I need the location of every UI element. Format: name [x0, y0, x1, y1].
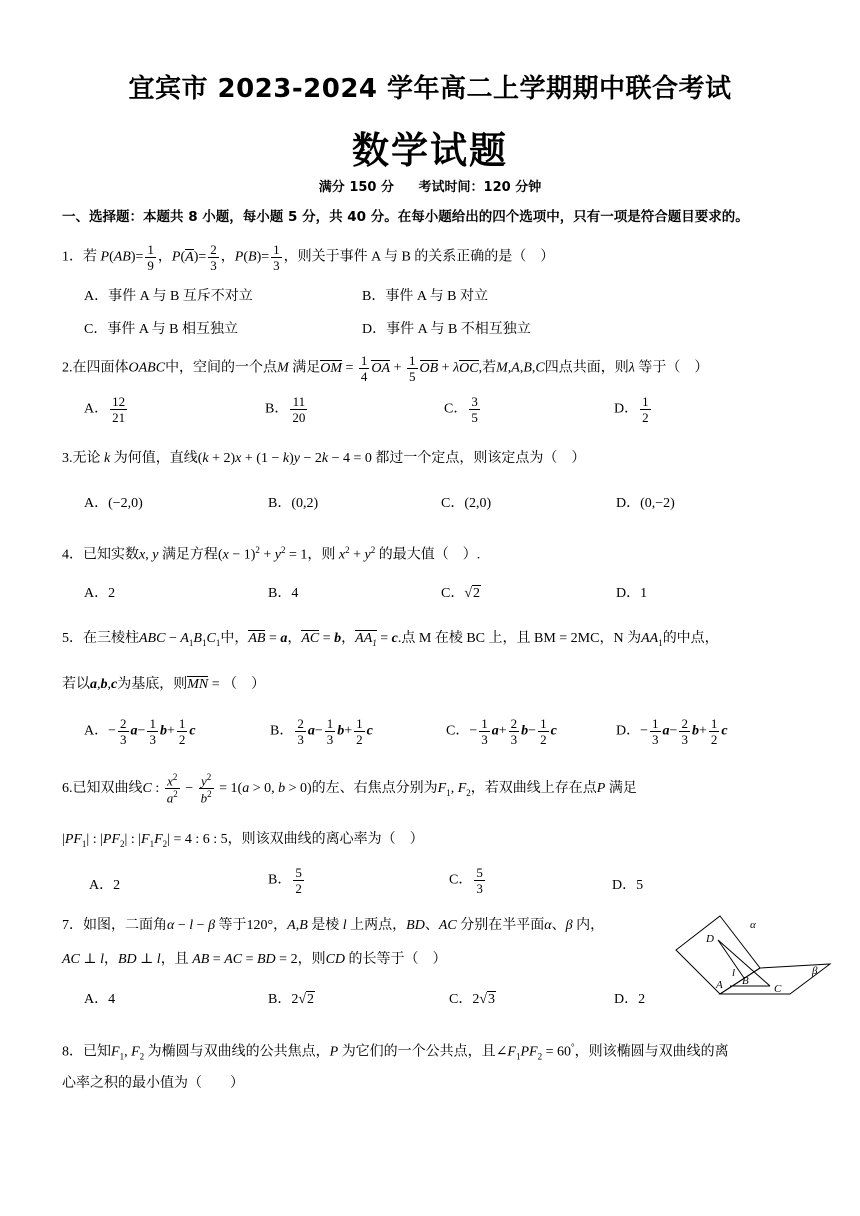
question-text: ，则该双曲线的离心率为（ ）: [227, 832, 424, 847]
label-b: B: [742, 975, 749, 987]
dihedral-angle-figure: [672, 912, 832, 1012]
q3-option-c: C．(2,0): [441, 496, 492, 511]
question-8-line-2: 心率之积的最小值为（ ）: [62, 1076, 244, 1091]
q5-option-c: C．− $\frac{1}{3}$ a+ $\frac{2}{3}$ b− $\frac{1}{2}$ c: [446, 716, 557, 747]
question-text: 的左、右焦点分别为: [311, 781, 438, 797]
q7-option-c: C．2√3: [449, 992, 496, 1007]
q2-option-a: A． $\frac{12}{21}$: [84, 394, 126, 425]
question-7: 7．如图，二面角α − l − β 等于120°，A,B 是棱 l 上两点，BD、AC 分别在半平面α、β 内，: [62, 918, 605, 933]
question-text: 等于120°，: [218, 918, 288, 933]
question-text: 上两点，: [350, 918, 407, 933]
question-text: 的中点，: [662, 631, 719, 646]
q5-option-d: D．− $\frac{1}{3}$ a− $\frac{2}{3}$ b+ $\frac{1}{2}$ c: [616, 716, 728, 747]
q7-option-b: B．2√2: [268, 992, 315, 1007]
exam-title: 宜宾市 2023-2024 学年高二上学期期中联合考试: [128, 74, 732, 104]
q3-option-a: A．(−2,0): [84, 496, 143, 511]
q1-option-a: A．事件 A 与 B 互斥不对立: [84, 289, 253, 304]
question-text: 等于（ ）: [638, 360, 709, 376]
question-2: 2.在四面体OABC中，空间的一个点M 满足OM = $\frac{1}{4}$ OA + $\frac{1}{5}$ OB + λOC,若M,A,B,C四点共面，则λ 等于（ ）: [62, 353, 709, 384]
question-text: 满足: [608, 781, 637, 797]
q6-option-c: C． $\frac{5}{3}$: [449, 865, 483, 896]
question-number: 5．: [62, 631, 83, 646]
question-text: 为何值，直线: [113, 451, 198, 466]
question-text: 已知双曲线: [72, 781, 143, 797]
full-marks: 满分 150 分: [318, 180, 394, 195]
q5-option-b: B． $\frac{2}{3}$ a− $\frac{1}{3}$ b+ $\frac{1}{2}$ c: [270, 716, 373, 747]
q1-option-b: B．事件 A 与 B 对立: [362, 289, 489, 304]
question-7-line-2: AC ⊥ l，BD ⊥ l，且 AB = AC = BD = 2，则CD 的长等于（ ）: [62, 952, 447, 967]
label-c: C: [774, 983, 782, 995]
q2-option-b: B． $\frac{11}{20}$: [265, 394, 306, 425]
q4-option-c: C．√2: [441, 586, 481, 601]
question-text: 是棱: [311, 918, 340, 933]
question-text: 在四面体: [72, 360, 129, 376]
question-number: 7．: [62, 918, 83, 933]
q4-option-a: A．2: [84, 586, 116, 601]
question-text: 无论: [72, 451, 101, 466]
q6-option-d: D．5: [612, 878, 644, 893]
q7-option-a: A．4: [84, 992, 116, 1007]
label-beta: β: [812, 965, 818, 977]
q3-option-d: D．(0,−2): [616, 496, 675, 511]
q6-option-b: B． $\frac{5}{2}$: [268, 865, 302, 896]
question-text: ,若: [478, 360, 497, 376]
q1-option-c: C．事件 A 与 B 相互独立: [84, 322, 239, 337]
question-6-line-2: $|PF_1|$ : $|PF_2|$ : $|F_1F_2| = 4$ : 6 : 5，则该双曲线的离心率为（ ）: [62, 832, 424, 849]
question-text: 满足方程: [161, 547, 218, 563]
question-text: 分别在半平面: [460, 918, 545, 933]
question-text: （ ）: [223, 677, 266, 692]
q5-option-a: A．− $\frac{2}{3}$ a− $\frac{1}{3}$ b+ $\frac{1}{2}$ c: [84, 716, 196, 747]
question-text: 已知: [83, 1044, 111, 1060]
question-1: 1．若 P(AB)= $\frac{1}{9}$ ，P(A)= $\frac{2}{3}$ ，P(B)= $\frac{1}{3}$ ，则关于事件 A 与 B 的关系正确的是（ ）: [62, 242, 555, 273]
q4-option-d: D．1: [616, 586, 648, 601]
question-text: 为椭圆与双曲线的公共焦点，: [147, 1044, 330, 1060]
q4-option-b: B．4: [268, 586, 299, 601]
q3-option-b: B．(0,2): [268, 496, 319, 511]
q2-option-c: C． $\frac{3}{5}$: [444, 394, 478, 425]
question-5-line-2: 若以a,b,c为基底，则MN = （ ）: [62, 677, 266, 692]
q2-option-d: D． $\frac{1}{2}$: [614, 394, 649, 425]
label-alpha: α: [750, 919, 756, 931]
question-number: 2.: [62, 360, 73, 376]
question-text: 都过一个定点，则该定点为（ ）: [375, 451, 586, 466]
question-text: 若以: [62, 677, 90, 692]
question-text: 已知实数: [83, 547, 139, 563]
question-text: ，则: [297, 952, 326, 967]
question-5: 5．在三棱柱ABC − $A_1B_1C_1$中，AB = a，AC = b，$AA_1 = c$.点 M 在棱 BC 上，且 BM = 2MC，N 为$AA_1$的中点，: [62, 631, 719, 648]
question-text: ，若双曲线上存在点: [470, 781, 597, 797]
question-number: 8．: [62, 1044, 83, 1060]
question-text: 如图，二面角: [83, 918, 167, 933]
q7-option-d: D．2: [614, 992, 646, 1007]
question-text: ，则: [307, 547, 336, 563]
question-number: 6.: [62, 781, 73, 797]
subject-title: 数学试题: [352, 129, 508, 172]
question-text: 的最大值（ ）.: [378, 547, 481, 563]
question-text: 为它们的一个公共点，且: [341, 1044, 496, 1060]
question-number: 3.: [62, 451, 73, 466]
q1-option-d: D．事件 A 与 B 不相互独立: [362, 322, 531, 337]
label-d: D: [706, 933, 714, 945]
label-l: l: [732, 967, 736, 979]
section-heading: 一、选择题：本题共 8 小题，每小题 5 分，共 40 分。在每小题给出的四个选项中，只有一项是符合题目要求的。: [62, 209, 749, 225]
exam-meta: [0, 176, 860, 195]
label-a: A: [716, 979, 723, 991]
question-number: 1．: [62, 249, 83, 265]
question-8: 8．已知$F_1$, $F_2$ 为椭圆与双曲线的公共焦点，P 为它们的一个公共点，且$\angle F_1PF_2 = 60^\circ$，则该椭圆与双曲线的离: [62, 1042, 729, 1062]
question-text: .点 M 在棱 BC 上，且 BM = 2MC，N 为: [397, 631, 642, 646]
question-text: ，则该椭圆与双曲线的离: [574, 1044, 729, 1060]
question-6: 6.已知双曲线C : $\frac{x^2}{a^2}$ − $\frac{y^2}{b^2}$ = 1(a > 0, b > 0)的左、右焦点分别为$F_1$, $F_2$，若双曲线上存在点P 满足: [62, 772, 637, 806]
question-text: 的长等于（ ）: [348, 952, 447, 967]
exam-time: 考试时间：120 分钟: [418, 180, 542, 195]
question-text: 为基底，则: [117, 677, 188, 692]
question-3: 3.无论 k 为何值，直线(k + 2)x + (1 − k)y − 2k − 4 = 0 都过一个定点，则该定点为（ ）: [62, 451, 586, 466]
question-text: 中，: [220, 631, 249, 646]
question-number: 4．: [62, 547, 83, 563]
question-text: 中，空间的一个点: [165, 360, 278, 376]
question-text: ，则关于事件 A 与 B 的关系正确的是（ ）: [283, 249, 555, 265]
question-text: 满足: [292, 360, 321, 376]
q6-option-a: A．2: [89, 878, 121, 893]
question-text: 内，: [576, 918, 605, 933]
question-text: 在三棱柱: [83, 631, 139, 646]
question-text: 四点共面，则: [544, 360, 629, 376]
question-4: 4．已知实数x, y 满足方程$(x - 1)^2 + y^2 = 1$，则 $x^2 + y^2$ 的最大值（ ）.: [62, 545, 481, 563]
